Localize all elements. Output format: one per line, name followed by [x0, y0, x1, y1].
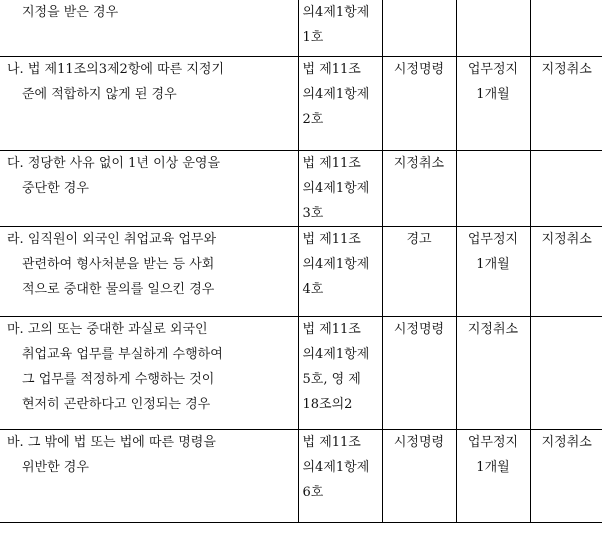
penalty-text: 1개월: [476, 256, 510, 272]
penalty-text: 1개월: [476, 459, 510, 475]
violation-text: 현저히 곤란하다고 인정되는 경우: [22, 396, 211, 412]
violation-text: 적으로 중대한 물의를 일으킨 경우: [22, 281, 215, 297]
third-violation-cell: [530, 56, 602, 150]
table-row: [0, 0, 602, 56]
third-violation-cell: [530, 429, 602, 522]
law-basis-text: 5호, 영 제: [302, 371, 361, 387]
law-basis-text: 4호: [302, 281, 324, 297]
first-violation-cell: [382, 429, 456, 522]
law-basis-cell: [298, 316, 382, 429]
first-violation-cell: [382, 316, 456, 429]
penalty-text: 지정취소: [541, 231, 592, 247]
violation-text: 바. 그 밖에 법 또는 법에 따른 명령을: [7, 434, 216, 450]
first-violation-cell: [382, 226, 456, 316]
violation-cell: [0, 316, 298, 429]
violation-cell: [0, 226, 298, 316]
penalty-text: 시정명령: [393, 61, 445, 77]
law-basis-text: 의4제1항제: [302, 256, 370, 272]
penalty-text: 시정명령: [393, 434, 445, 450]
law-basis-text: 2호: [302, 111, 324, 127]
violation-cell: [0, 0, 298, 56]
table-row: [0, 56, 602, 150]
law-basis-text: 의4제1항제: [302, 180, 370, 196]
penalty-text: 업무정지: [467, 61, 519, 77]
table-row: [0, 429, 602, 522]
first-violation-cell: [382, 0, 456, 56]
penalty-text: 경고: [406, 231, 432, 247]
violation-cell: [0, 56, 298, 150]
penalty-text: 지정취소: [467, 321, 519, 337]
law-basis-text: 의4제1항제: [302, 86, 370, 102]
violation-text: 준에 적합하지 않게 된 경우: [22, 86, 177, 102]
violation-text: 나. 법 제11조의3제2항에 따른 지정기: [7, 61, 224, 77]
law-basis-text: 6호: [302, 484, 324, 500]
third-violation-cell: [530, 150, 602, 226]
penalty-text: 시정명령: [393, 321, 445, 337]
second-violation-cell: [456, 150, 530, 226]
violation-text: 중단한 경우: [22, 180, 89, 196]
law-basis-text: 법 제11조: [302, 61, 361, 77]
law-basis-cell: [298, 150, 382, 226]
violation-text: 지정을 받은 경우: [22, 5, 119, 20]
law-basis-text: 의4제1항제: [302, 459, 370, 475]
second-violation-cell: [456, 429, 530, 522]
law-basis-cell: [298, 429, 382, 522]
law-basis-cell: [298, 56, 382, 150]
law-basis-text: 18조의2: [302, 396, 353, 412]
law-basis-text: 법 제11조: [302, 231, 361, 247]
law-basis-text: 의4제1항제: [302, 5, 370, 20]
first-violation-cell: [382, 56, 456, 150]
penalty-text: 지정취소: [393, 155, 445, 171]
violation-text: 마. 고의 또는 중대한 과실로 외국인: [7, 321, 208, 337]
second-violation-cell: [456, 316, 530, 429]
law-basis-cell: [298, 226, 382, 316]
third-violation-cell: [530, 226, 602, 316]
law-basis-text: 1호: [302, 30, 324, 45]
first-violation-cell: [382, 150, 456, 226]
violation-text: 관련하여 형사처분을 받는 등 사회: [22, 256, 215, 272]
violation-text: 취업교육 업무를 부실하게 수행하여: [22, 346, 223, 362]
table-row: [0, 316, 602, 429]
violation-text: 위반한 경우: [22, 459, 89, 475]
penalty-text: 업무정지: [467, 231, 519, 247]
table-row: [0, 226, 602, 316]
violation-cell: [0, 150, 298, 226]
third-violation-cell: [530, 0, 602, 56]
second-violation-cell: [456, 0, 530, 56]
penalty-text: 지정취소: [541, 434, 592, 450]
violation-text: 그 업무를 적정하게 수행하는 것이: [22, 371, 215, 387]
law-basis-text: 3호: [302, 205, 324, 221]
violation-text: 다. 정당한 사유 없이 1년 이상 운영을: [7, 155, 221, 171]
law-basis-text: 법 제11조: [302, 434, 361, 450]
law-basis-text: 법 제11조: [302, 321, 361, 337]
penalty-text: 업무정지: [467, 434, 519, 450]
law-basis-text: 법 제11조: [302, 155, 361, 171]
law-basis-text: 의4제1항제: [302, 346, 370, 362]
second-violation-cell: [456, 226, 530, 316]
law-basis-cell: [298, 0, 382, 56]
violation-text: 라. 임직원이 외국인 취업교육 업무와: [7, 231, 217, 247]
violation-cell: [0, 429, 298, 522]
second-violation-cell: [456, 56, 530, 150]
third-violation-cell: [530, 316, 602, 429]
table-row: [0, 150, 602, 226]
penalty-text: 지정취소: [541, 61, 592, 77]
penalty-text: 1개월: [476, 86, 510, 102]
